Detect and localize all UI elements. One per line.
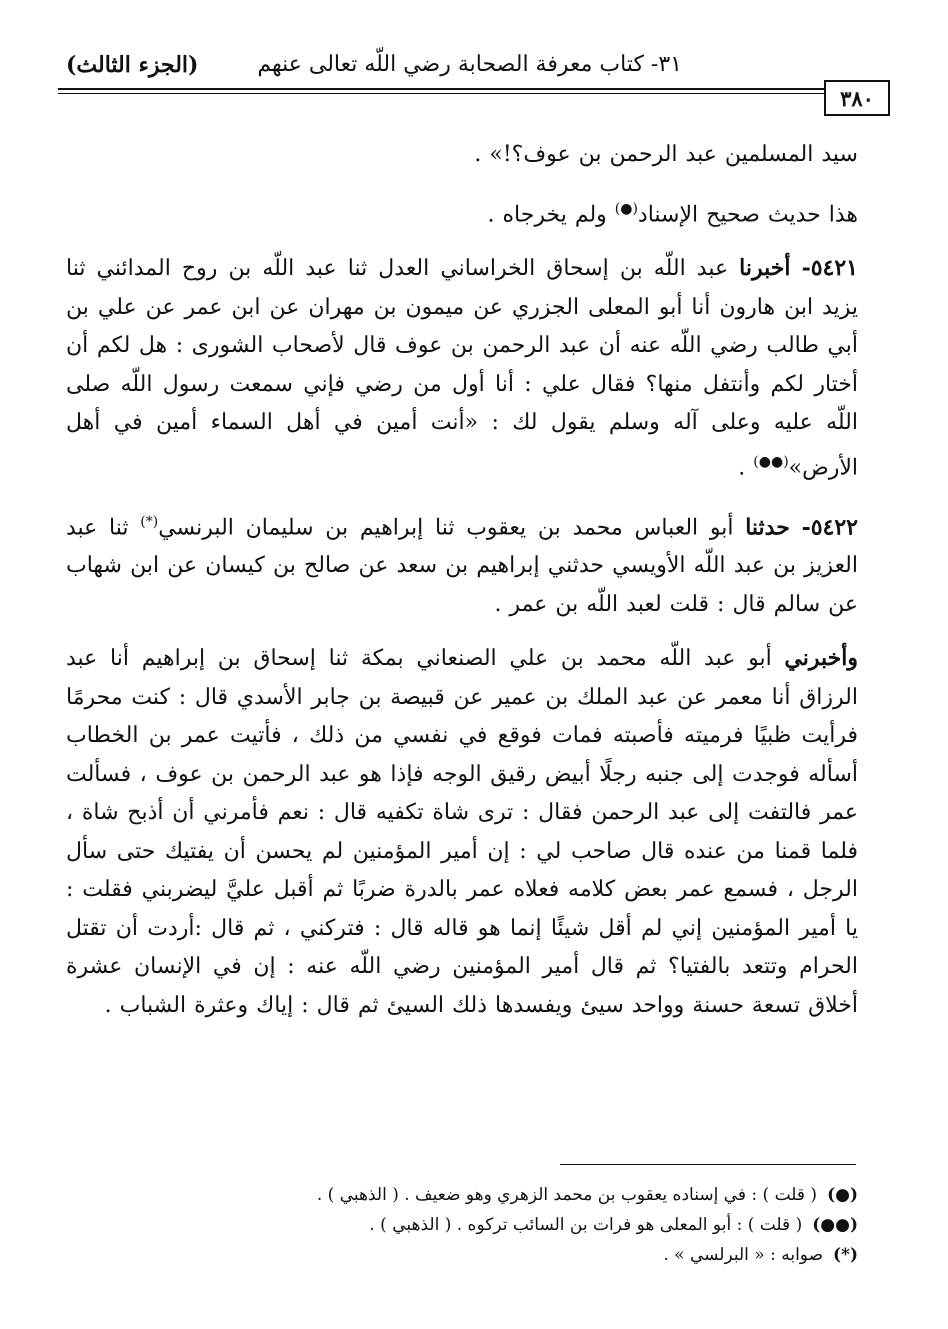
paragraph-tail: . (738, 455, 754, 481)
main-text (66, 136, 858, 1040)
paragraph-text: هذا حديث صحيح الإسناد (637, 201, 858, 227)
footnote-ref: (●) (614, 200, 638, 217)
paragraph-text: سيد المسلمين عبد الرحمن بن عوف؟!» . (474, 142, 858, 167)
footnote-text: ( قلت ) : في إسناده يعقوب بن محمد الزهري وهو ضعيف . ( الذهبي ) . (316, 1185, 818, 1205)
hadith-5422-second-chain (66, 639, 858, 1025)
hadith-5421 (66, 249, 858, 487)
footnote-text: ( قلت ) : أبو المعلى هو فرات بن السائب تركوه . ( الذهبي ) . (369, 1215, 803, 1235)
footnote-3 (66, 1240, 858, 1270)
paragraph-continuation (66, 136, 858, 175)
footnote-2 (66, 1210, 858, 1240)
chapter-title: ٣١- كتاب معرفة الصحابة رضي اللّه تعالى عنهم (257, 52, 682, 77)
header-rule (58, 88, 824, 90)
footnote-text: صوابه : « البرلسي » . (663, 1245, 824, 1265)
footnote-mark: (●●) (812, 1215, 858, 1235)
volume-label: (الجزء الثالث) (66, 52, 199, 78)
footnote-mark: (●) (827, 1185, 858, 1205)
paragraph-tail: ثنا عبد العزيز بن عبد اللّه الأويسي حدثني إبراهيم بن سعد عن صالح بن كيسان عن ابن شهاب عن سالم قال : قلت لعبد اللّه بن عمر . (66, 514, 858, 617)
paragraph-grading (66, 190, 858, 235)
paragraph-text: أبو عبد اللّه محمد بن علي الصنعاني بمكة ثنا إسحاق بن إبراهيم أنا عبد الرزاق أنا معمر عن عبد الملك بن عمير عن قبيصة بن جابر الأسدي قال : كنت محرمًا فرأيت ظبيًا فرميته فأصبته فمات فوقع في نفسي من ذلك ، فأتيت عمر بن الخطاب أسأله فوجدت إلى جنبه رجلًا أبيض رقيق الوجه فإذا هو عبد الرحمن بن عوف ، فسألت عمر فالتفت إلى عبد الرحمن فقال : ترى شاة تكفيه قال : نعم فأمرني أن أذبح شاة ، فلما قمنا من عنده قال صاحب لي : إن أمير المؤمنين لم يحسن أن يفتيك حتى سأل الرجل ، فسمع عمر بعض كلامه فعلاه عمر بالدرة ضربًا ثم أقبل عليَّ ليضربني فقلت : يا أمير المؤمنين إني لم أقل شيئًا إنما هو قاله قال : فتركني ، ثم قال :أردت أن تقتل الحرام وتتعد بالفتيا؟ ثم قال أمير المؤمنين رضي اللّه عنه : إن في الإنسان عشرة أخلاق تسعة حسنة وواحد سيئ ويفسدها ذلك السيئ ثم قال : إياك وعثرة الشباب . (66, 646, 859, 1018)
footnote-1 (66, 1180, 858, 1210)
hadith-lead: حدثنا (745, 513, 790, 540)
page-number: ٣٨٠ (824, 80, 890, 116)
hadith-number: ٥٤٢١- (801, 255, 858, 282)
header-rule-thin (58, 93, 824, 94)
paragraph-text: أبو العباس محمد بن يعقوب ثنا إبراهيم بن سليمان البرنسي (158, 514, 746, 540)
footnote-ref: (*) (140, 513, 159, 530)
hadith-5422 (66, 503, 858, 625)
hadith-lead: أخبرنا (739, 255, 791, 282)
paragraph-text: عبد اللّه بن إسحاق الخراساني العدل ثنا عبد اللّه بن روح المدائني ثنا يزيد ابن هارون أنا أبو المعلى الجزري عن ميمون بن مهران عن ابن عمر عن علي بن أبي طالب رضي اللّه عنه أن عبد الرحمن بن عوف قال لأصحاب الشورى : هل لكم أن أختار لكم وأنتفل منها؟ فقال علي : أنا أول من رضي فإني سمعت رسول اللّه صلى اللّه عليه وعلى آله وسلم يقول لك : «أنت أمين في أهل السماء أمين في أهل الأرض» (66, 256, 858, 481)
footnotes (66, 1180, 858, 1270)
hadith-number: ٥٤٢٢- (801, 513, 858, 540)
footnote-mark: (*) (833, 1245, 858, 1265)
footnote-rule (560, 1164, 856, 1165)
paragraph-tail: ولم يخرجاه . (487, 201, 615, 227)
footnote-ref: (●●) (753, 453, 789, 470)
hadith-lead: وأخبرني (784, 645, 858, 672)
page-header (58, 50, 890, 111)
